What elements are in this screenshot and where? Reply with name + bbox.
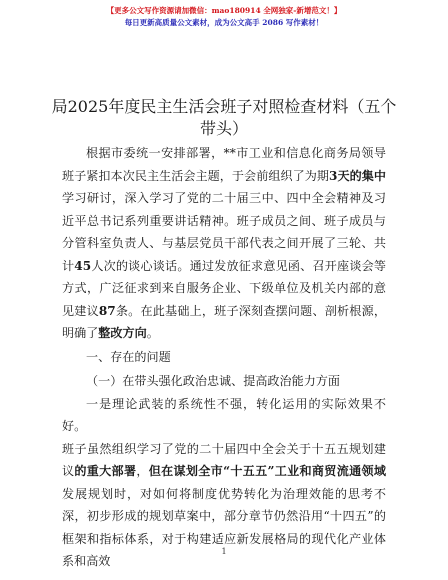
- subsection-heading: （一）在带头强化政治忠诚、提高政治能力方面: [86, 374, 340, 388]
- point-one-paragraph: 一是理论武装的系统性不强，转化运用的实际效果不好。: [62, 396, 386, 433]
- document-title: 局2025年度民主生活会班子对照检查材料（五个带头）: [51, 97, 397, 138]
- page-number: 1: [221, 547, 227, 556]
- intro-paragraph: 根据市委统一安排部署，**市工业和信息化商务局领导班子紧扣本次民主生活会主题，于会前组织了为期3天的集中学习研讨，深入学习了党的二十届三中、四中全会精神及习近平总书记系列重要讲话精神。班子成员之间、班子成员与分管科室负责人、与基层党员干部代表之间开展了三轮、共计45人次的谈心谈话。通过发放征求意见函、召开座谈会等方式，广泛征求到来自服务企业、下级单位及机关内部的意见建议87条。在此基础上，班子深刻查摆问题、剖析根源，明确了整改方向。: [62, 146, 386, 340]
- detail-paragraph: 班子虽然组织学习了党的二十届四中全会关于十五五规划建议的重大部署，但在谋划全市“十五五”工业和商贸流通领域发展规划时，对如何将制度优势转化为治理效能的思考不深，初步形成的规划草案中，部分章节仍然沿用“十四五”的框架和指标体系，对于构建适应新发展格局的现代化产业体系和高效: [62, 441, 386, 568]
- document-body: [62, 142, 386, 573]
- section-heading-problems: 一、存在的问题: [86, 349, 171, 364]
- promo-banner-line1: 【更多公文写作资源请加微信：mao180914 全网独家-新增范文！】: [106, 6, 342, 15]
- promo-banner-line2: 每日更新高质量公文素材，成为公文高手 2086 写作素材！: [124, 18, 324, 27]
